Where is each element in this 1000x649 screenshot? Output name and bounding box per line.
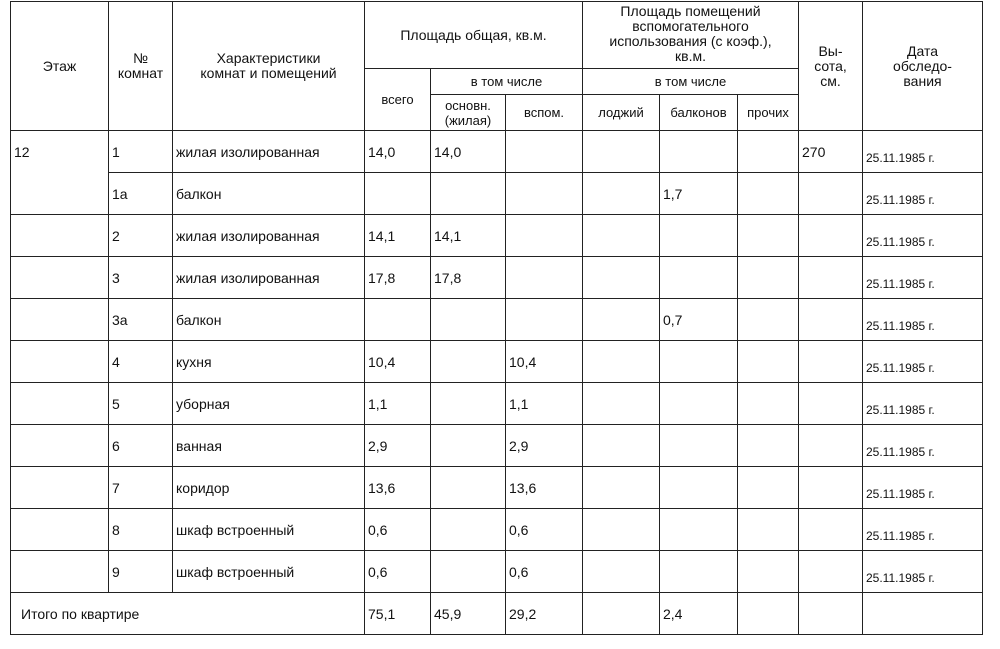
cell-room: 5 — [109, 383, 173, 425]
cell-height — [799, 215, 863, 257]
cell-date: 25.11.1985 г. — [863, 509, 983, 551]
table-row — [11, 257, 983, 299]
table-body — [11, 131, 983, 635]
cell-room: 8 — [109, 509, 173, 551]
cell-balcony: 1,7 — [660, 173, 738, 215]
cell-total: 0,6 — [365, 551, 431, 593]
cell-loggia — [583, 257, 660, 299]
cell-height — [799, 383, 863, 425]
cell-desc: кухня — [173, 341, 365, 383]
cell-floor — [11, 215, 109, 257]
cell-height — [799, 425, 863, 467]
cell-balcony — [660, 383, 738, 425]
cell-date: 25.11.1985 г. — [863, 425, 983, 467]
totals-total: 75,1 — [365, 593, 431, 635]
table-row — [11, 551, 983, 593]
cell-desc: коридор — [173, 467, 365, 509]
cell-other — [738, 341, 799, 383]
totals-balcony: 2,4 — [660, 593, 738, 635]
table-row — [11, 299, 983, 341]
cell-balcony — [660, 467, 738, 509]
cell-total: 0,6 — [365, 509, 431, 551]
cell-other — [738, 509, 799, 551]
header-including-1: в том числе — [431, 69, 583, 95]
cell-balcony — [660, 509, 738, 551]
cell-loggia — [583, 551, 660, 593]
cell-aux: 10,4 — [506, 341, 583, 383]
cell-main — [431, 383, 506, 425]
cell-date: 25.11.1985 г. — [863, 299, 983, 341]
header-room-no: № комнат — [109, 2, 173, 131]
cell-loggia — [583, 341, 660, 383]
cell-date: 25.11.1985 г. — [863, 131, 983, 173]
cell-desc: уборная — [173, 383, 365, 425]
header-including-2: в том числе — [583, 69, 799, 95]
cell-total: 2,9 — [365, 425, 431, 467]
cell-loggia — [583, 131, 660, 173]
cell-height — [799, 299, 863, 341]
cell-aux — [506, 299, 583, 341]
totals-row — [11, 593, 983, 635]
cell-other — [738, 173, 799, 215]
cell-date: 25.11.1985 г. — [863, 215, 983, 257]
table-row — [11, 341, 983, 383]
cell-desc: балкон — [173, 173, 365, 215]
cell-aux: 0,6 — [506, 551, 583, 593]
cell-main — [431, 425, 506, 467]
cell-main: 14,1 — [431, 215, 506, 257]
cell-other — [738, 383, 799, 425]
header-balconies: балконов — [660, 95, 738, 131]
cell-desc: шкаф встроенный — [173, 509, 365, 551]
cell-main — [431, 551, 506, 593]
cell-other — [738, 467, 799, 509]
cell-loggia — [583, 383, 660, 425]
table-row — [11, 425, 983, 467]
cell-height — [799, 341, 863, 383]
cell-main — [431, 341, 506, 383]
totals-main: 45,9 — [431, 593, 506, 635]
cell-balcony — [660, 551, 738, 593]
cell-date: 25.11.1985 г. — [863, 173, 983, 215]
cell-total — [365, 299, 431, 341]
table-row — [11, 509, 983, 551]
cell-floor — [11, 257, 109, 299]
cell-aux — [506, 173, 583, 215]
header-floor: Этаж — [11, 2, 109, 131]
cell-height: 270 — [799, 131, 863, 173]
cell-total: 1,1 — [365, 383, 431, 425]
cell-main — [431, 509, 506, 551]
cell-other — [738, 131, 799, 173]
cell-aux — [506, 131, 583, 173]
cell-loggia — [583, 299, 660, 341]
cell-floor — [11, 173, 109, 215]
cell-room: 3а — [109, 299, 173, 341]
cell-height — [799, 257, 863, 299]
cell-aux: 2,9 — [506, 425, 583, 467]
cell-main — [431, 299, 506, 341]
cell-total — [365, 173, 431, 215]
cell-room: 1а — [109, 173, 173, 215]
cell-floor — [11, 551, 109, 593]
cell-room: 4 — [109, 341, 173, 383]
cell-date: 25.11.1985 г. — [863, 341, 983, 383]
cell-floor: 12 — [11, 131, 109, 173]
cell-total: 13,6 — [365, 467, 431, 509]
header-survey-date: Дата обследо- вания — [863, 2, 983, 131]
cell-total: 14,0 — [365, 131, 431, 173]
cell-other — [738, 299, 799, 341]
cell-date: 25.11.1985 г. — [863, 257, 983, 299]
cell-aux: 13,6 — [506, 467, 583, 509]
cell-desc: балкон — [173, 299, 365, 341]
cell-main: 14,0 — [431, 131, 506, 173]
totals-other — [738, 593, 799, 635]
totals-aux: 29,2 — [506, 593, 583, 635]
cell-aux: 0,6 — [506, 509, 583, 551]
cell-balcony — [660, 215, 738, 257]
header-other: прочих — [738, 95, 799, 131]
cell-height — [799, 467, 863, 509]
cell-balcony — [660, 425, 738, 467]
cell-date: 25.11.1985 г. — [863, 551, 983, 593]
cell-date: 25.11.1985 г. — [863, 467, 983, 509]
cell-aux: 1,1 — [506, 383, 583, 425]
table-row — [11, 131, 983, 173]
cell-other — [738, 551, 799, 593]
cell-other — [738, 215, 799, 257]
totals-date — [863, 593, 983, 635]
cell-desc: ванная — [173, 425, 365, 467]
table-row — [11, 215, 983, 257]
header-main-living: основн. (жилая) — [431, 95, 506, 131]
cell-total: 10,4 — [365, 341, 431, 383]
cell-room: 3 — [109, 257, 173, 299]
totals-label: Итого по квартире — [11, 593, 365, 635]
cell-floor — [11, 383, 109, 425]
table-header — [11, 2, 983, 131]
cell-balcony — [660, 341, 738, 383]
header-characteristics: Характеристики комнат и помещений — [173, 2, 365, 131]
cell-floor — [11, 425, 109, 467]
header-loggias: лоджий — [583, 95, 660, 131]
table-row — [11, 383, 983, 425]
apartment-explication-table — [10, 1, 983, 635]
cell-other — [738, 257, 799, 299]
totals-loggia — [583, 593, 660, 635]
cell-height — [799, 509, 863, 551]
cell-desc: шкаф встроенный — [173, 551, 365, 593]
cell-balcony — [660, 257, 738, 299]
cell-other — [738, 425, 799, 467]
cell-aux — [506, 215, 583, 257]
cell-floor — [11, 509, 109, 551]
cell-loggia — [583, 509, 660, 551]
header-auxiliary: вспом. — [506, 95, 583, 131]
cell-date: 25.11.1985 г. — [863, 383, 983, 425]
cell-main: 17,8 — [431, 257, 506, 299]
cell-aux — [506, 257, 583, 299]
cell-balcony — [660, 131, 738, 173]
header-aux-area: Площадь помещений вспомогательного использования (с коэф.), кв.м. — [583, 2, 799, 69]
cell-main — [431, 467, 506, 509]
cell-desc: жилая изолированная — [173, 215, 365, 257]
table-row — [11, 173, 983, 215]
cell-floor — [11, 299, 109, 341]
cell-floor — [11, 467, 109, 509]
cell-desc: жилая изолированная — [173, 131, 365, 173]
cell-loggia — [583, 215, 660, 257]
cell-desc: жилая изолированная — [173, 257, 365, 299]
cell-room: 9 — [109, 551, 173, 593]
cell-total: 14,1 — [365, 215, 431, 257]
cell-loggia — [583, 173, 660, 215]
cell-height — [799, 551, 863, 593]
cell-room: 7 — [109, 467, 173, 509]
cell-room: 2 — [109, 215, 173, 257]
cell-room: 1 — [109, 131, 173, 173]
header-height: Вы- сота, см. — [799, 2, 863, 131]
cell-height — [799, 173, 863, 215]
cell-room: 6 — [109, 425, 173, 467]
cell-loggia — [583, 425, 660, 467]
header-total-all: всего — [365, 69, 431, 131]
totals-height — [799, 593, 863, 635]
cell-main — [431, 173, 506, 215]
table-row — [11, 467, 983, 509]
header-total-area: Площадь общая, кв.м. — [365, 2, 583, 69]
cell-floor — [11, 341, 109, 383]
cell-total: 17,8 — [365, 257, 431, 299]
cell-balcony: 0,7 — [660, 299, 738, 341]
cell-loggia — [583, 467, 660, 509]
